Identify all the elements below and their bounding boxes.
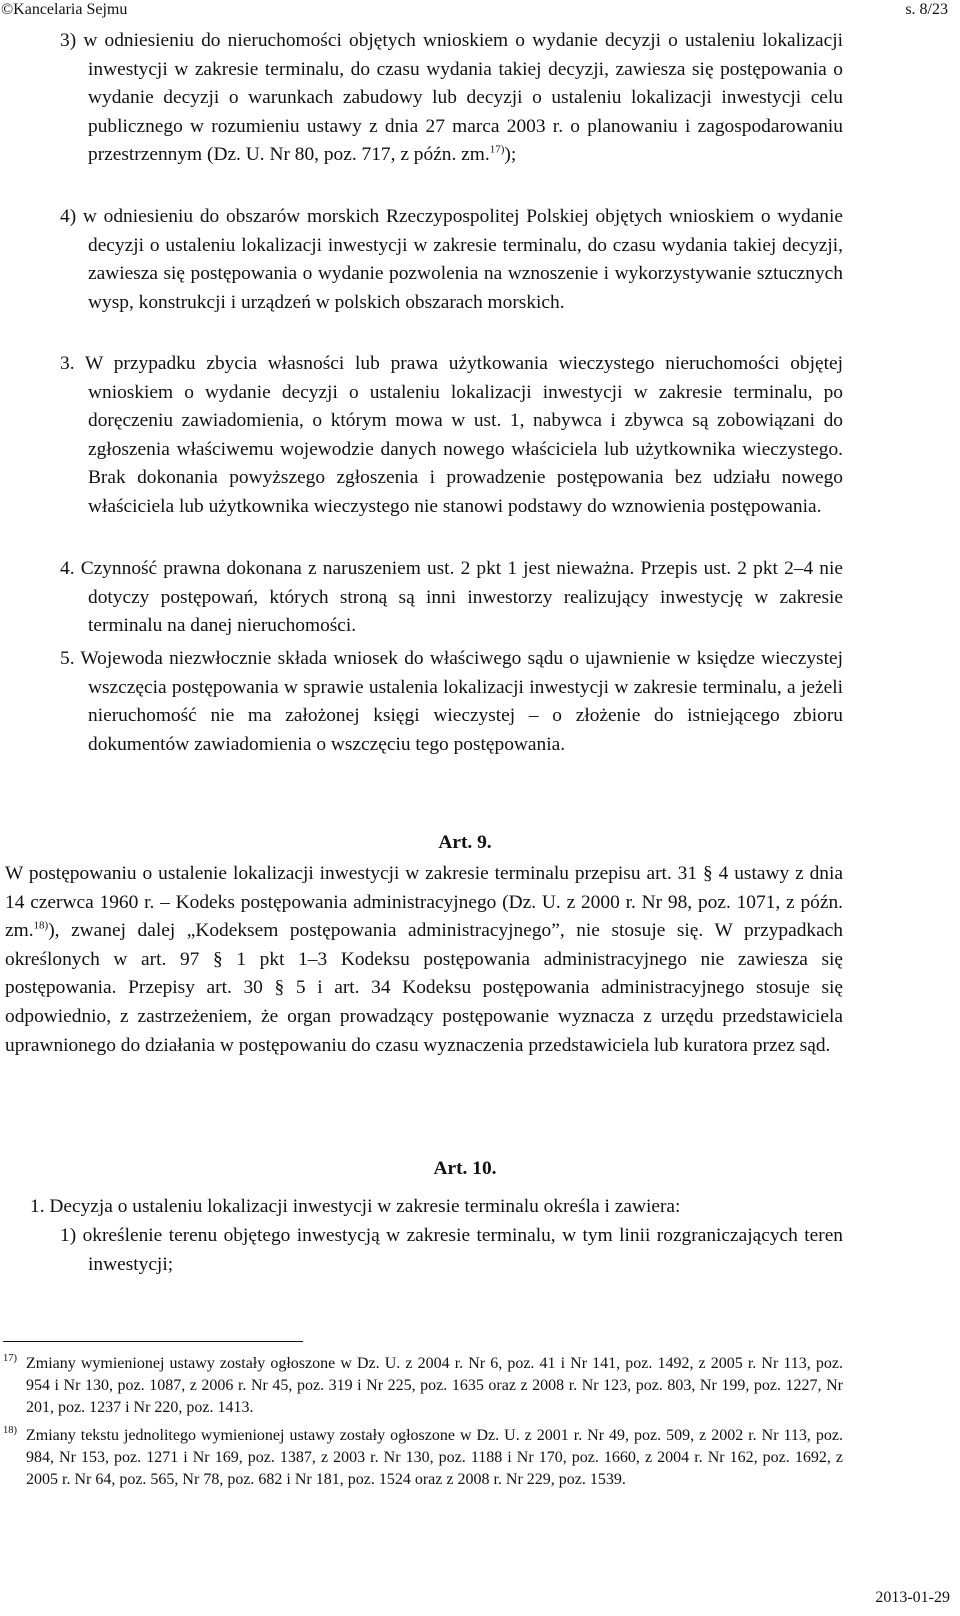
footnote-18 [3, 1425, 843, 1491]
item-3: 3) w odniesieniu do nieruchomości objętych wnioskiem o wydanie decyzji o ustaleniu lokalizacji inwestycji w zakresie terminalu, do czasu wydania takiej decyzji, zawiesza się postępowania o wydanie decyzji o warunkach zabudowy lub decyzji o ustaleniu lokalizacji inwestycji celu publicznego w rozumieniu ustawy z dnia 27 marca 2003 r. o planowaniu i zagospodarowaniu przestrzennym (Dz. U. Nr 80, poz. 717, z późn. zm.$^{17)}$); [60, 30, 843, 166]
page-number: s. 8/23 [905, 1, 948, 18]
article-10-item-1: 1) określenie terenu objętego inwestycją w zakresie terminalu, w tym linii rozgraniczających teren inwestycji; [60, 1225, 843, 1275]
header-left: ©Kancelaria Sejmu [1, 1, 128, 18]
footnote-mark: 17) [3, 1353, 17, 1364]
footer-date: 2013-01-29 [875, 1589, 950, 1606]
footnote-separator [3, 1341, 303, 1342]
footnote-ref-17[interactable]: 17) [489, 143, 505, 156]
footnote-text: Zmiany tekstu jednolitego wymienionej ustawy zostały ogłoszone w Dz. U. z 2001 r. Nr 49, poz. 509, z 2002 r. Nr 113, poz. 984, Nr 153, poz. 1271 i Nr 169, poz. 1387, z 2003 r. Nr 130, poz. 1188 i Nr 170, poz. 1660, z 2004 r. Nr 162, poz. 1692, z 2005 r. Nr 64, poz. 565, Nr 78, poz. 682 i Nr 181, poz. 1524 oraz z 2008 r. Nr 229, poz. 1539. [26, 1427, 843, 1488]
footnote-ref-18[interactable]: 18) [33, 919, 49, 932]
paragraph-5: 5. Wojewoda niezwłocznie składa wniosek do właściwego sądu o ujawnienie w księdze wieczystej wszczęcia postępowania w sprawie ustalenia lokalizacji inwestycji w zakresie terminalu, a jeżeli nieruchomość nie ma założonej księgi wieczystej – o złożenie do istniejącego zbioru dokumentów zawiadomienia o wszczęciu tego postępowania. [60, 648, 843, 755]
article-9-title: Art. 9. [438, 832, 492, 853]
item-4: 4) w odniesieniu do obszarów morskich Rzeczypospolitej Polskiej objętych wnioskiem o wydanie decyzji o ustaleniu lokalizacji inwestycji w zakresie terminalu, do czasu wydania takiej decyzji, zawiesza się postępowania o wydanie pozwolenia na wznoszenie i wykorzystywanie sztucznych wysp, konstrukcji i urządzeń w polskich obszarach morskich. [60, 206, 843, 313]
paragraph-3: 3. W przypadku zbycia własności lub prawa użytkowania wieczystego nieruchomości objętej wnioskiem o wydanie decyzji o ustaleniu lokalizacji inwestycji w zakresie terminalu, po doręczeniu zawiadomienia, o którym mowa w ust. 1, nabywca i zbywca są zobowiązani do zgłoszenia właściwemu wojewodzie danych nowego właściciela lub użytkownika wieczystego. Brak dokonania powyższego zgłoszenia i prowadzenie postępowania bez udziału nowego właściciela lub użytkownika wieczystego nie stanowi podstawy do wznowienia postępowania. [60, 353, 843, 517]
paragraph-4: 4. Czynność prawna dokonana z naruszeniem ust. 2 pkt 1 jest nieważna. Przepis ust. 2 pkt 2–4 nie dotyczy postępowań, których stroną są inni inwestorzy realizujący inwestycję w zakresie terminalu na danej nieruchomości. [60, 558, 843, 637]
footnote-17 [3, 1353, 843, 1419]
article-9-text: W postępowaniu o ustalenie lokalizacji inwestycji w zakresie terminalu przepisu art. 31 § 4 ustawy z dnia 14 czerwca 1960 r. – Kodeks postępowania administracyjnego (Dz. U. z 2000 r. Nr 98, poz. 1071, z późn. zm.$^{18)}$), zwanej dalej „Kodeksem postępowania administracyjnego”, nie stosuje się. W przypadkach określonych w art. 97 § 1 pkt 1–3 Kodeksu postępowania administracyjnego nie zawiesza się postępowania. Przepisy art. 30 § 5 i art. 34 Kodeksu postępowania administracyjnego stosuje się odpowiednio, z zastrzeżeniem, że organ prowadzący postępowanie wyznacza z urzędu przedstawiciela uprawnionego do działania w postępowaniu do czasu wyznaczenia przedstawiciela lub kuratora przez sąd. [5, 863, 843, 1056]
article-10-paragraph-1: 1. Decyzja o ustaleniu lokalizacji inwestycji w zakresie terminalu określa i zawiera: [30, 1196, 681, 1217]
footnote-mark: 18) [3, 1425, 17, 1436]
footnote-text: Zmiany wymienionej ustawy zostały ogłoszone w Dz. U. z 2004 r. Nr 6, poz. 41 i Nr 141, poz. 1492, z 2005 r. Nr 113, poz. 954 i Nr 130, poz. 1087, z 2006 r. Nr 45, poz. 319 i Nr 225, poz. 1635 oraz z 2008 r. Nr 123, poz. 803, Nr 199, poz. 1227, Nr 201, poz. 1237 i Nr 220, poz. 1413. [26, 1355, 843, 1416]
article-10-title: Art. 10. [433, 1158, 497, 1179]
